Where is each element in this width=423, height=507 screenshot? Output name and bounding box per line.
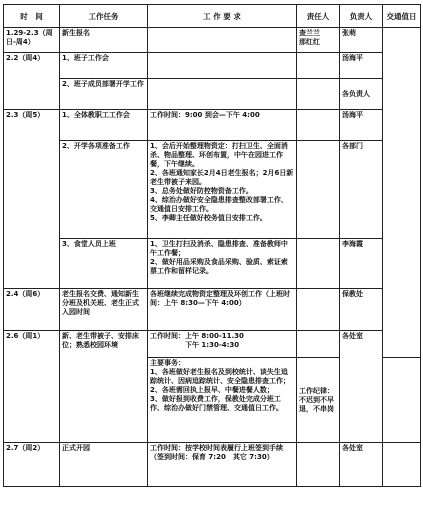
header-leader: 负责人: [340, 5, 383, 28]
task-cell: 正式开园: [60, 443, 148, 487]
traffic-duty-cell: [383, 358, 421, 443]
table-row: [4, 141, 421, 239]
schedule-table: [3, 4, 421, 487]
task-cell: 老生报名交费、通知新生分班及机关班、老生正式入园时间: [60, 289, 148, 331]
leader-cell: 汤海平: [340, 110, 383, 141]
req-cell: 主要事务： 1、各班做好老生报名及到校统计、谈失生追踪统计、因病追踪统计、安全隐患排查工作； 2、各班需回执上报早、中餐进餐人数； 3、做好报到收费工作，保教处完成分班工作、综治办做好门禁管理、交通值日工作。: [148, 358, 297, 443]
task-cell: 3、食堂人员上班: [60, 239, 148, 289]
header-time: 时 间: [4, 5, 60, 28]
task-cell: 2、班子成员部署开学工作: [60, 79, 148, 110]
header-row: [4, 5, 421, 28]
traffic-duty-column: [383, 28, 421, 358]
responsible-cell: [297, 141, 340, 239]
leader-cell: 各处室: [340, 443, 383, 487]
req-cell: [148, 79, 297, 110]
responsible-cell: [297, 79, 340, 110]
req-cell: 1、卫生打扫及消杀、隐患排查、准备教师中午工作餐； 2、做好用品采购及食品采购、验质、索证索票工作和留样记录。: [148, 239, 297, 289]
header-requirements: 工 作 要 求: [148, 5, 297, 28]
work-discipline-cell: 工作纪律：不迟到不早退，不串岗: [297, 358, 340, 443]
table-row: [4, 79, 421, 110]
leader-cell: 李海霞: [340, 239, 383, 289]
time-cell: 2.6（周1）: [4, 331, 60, 443]
header-task: 工作任务: [60, 5, 148, 28]
table-row: [4, 28, 421, 53]
responsible-cell: [297, 110, 340, 141]
leader-cell: 张萌: [340, 28, 383, 53]
leader-cell: 各部门: [340, 141, 383, 239]
traffic-duty-cell: [383, 443, 421, 487]
time-cell: 1.29-2.3（周日-周4）: [4, 28, 60, 53]
table-row: [4, 331, 421, 358]
responsible-cell: [297, 443, 340, 487]
header-responsible: 责任人: [297, 5, 340, 28]
req-cell: [148, 53, 297, 79]
leader-cell: 保教处: [340, 289, 383, 331]
responsible-cell: [297, 331, 340, 358]
req-cell: 工作时间：上午 8:00-11.30 下午 1:30-4:30: [148, 331, 297, 358]
table-row: [4, 110, 421, 141]
req-cell: 工作时间：9:00 到会—下午 4:00: [148, 110, 297, 141]
table-row: [4, 239, 421, 289]
req-cell: [148, 28, 297, 53]
responsible-cell: [297, 53, 340, 79]
header-traffic-duty: 交通值日: [383, 5, 421, 28]
table-row: [4, 289, 421, 331]
task-cell: 1、班子工作会: [60, 53, 148, 79]
req-cell: 各班继续完成物资定整理及环创工作（上班时间：上午 8:30—下午 4:00）: [148, 289, 297, 331]
req-cell: 工作时间：按学校时间表履行上班签到手续（签到时间：保育 7:20 其它 7:30）: [148, 443, 297, 487]
req-cell: 1、会后开始整理物资定：打扫卫生、全面消杀、物品整理、环创布置，中午在园进工作餐，下午继续。 2、各班通知家长2月4日老生报名；2月6日新老生带被子来园。 3、总务处做好防控物资备工作。 4、综治办做好安全隐患排查整改部署工作、交通值日安排工作。 5、李卿主任做好校务值日安排工作。: [148, 141, 297, 239]
time-cell: 2.2（周4）: [4, 53, 60, 110]
task-cell: 新生报名: [60, 28, 148, 53]
responsible-cell: [297, 289, 340, 331]
task-cell: 新、老生带被子、安排床位；熟悉校园环境: [60, 331, 148, 443]
responsible-cell: [297, 239, 340, 289]
leader-cell: 汤海平: [340, 53, 383, 79]
time-cell: 2.4（周6）: [4, 289, 60, 331]
table-row: [4, 53, 421, 79]
table-row: [4, 443, 421, 487]
time-cell: 2.3（周5）: [4, 110, 60, 289]
leader-cell: 各负责人: [340, 79, 383, 110]
leader-cell: 各处室: [340, 331, 383, 443]
time-cell: 2.7（周2）: [4, 443, 60, 487]
task-cell: 1、全体教职工工作会: [60, 110, 148, 141]
task-cell: 2、开学各项准备工作: [60, 141, 148, 239]
responsible-cell: 查兰兰 那红红: [297, 28, 340, 53]
